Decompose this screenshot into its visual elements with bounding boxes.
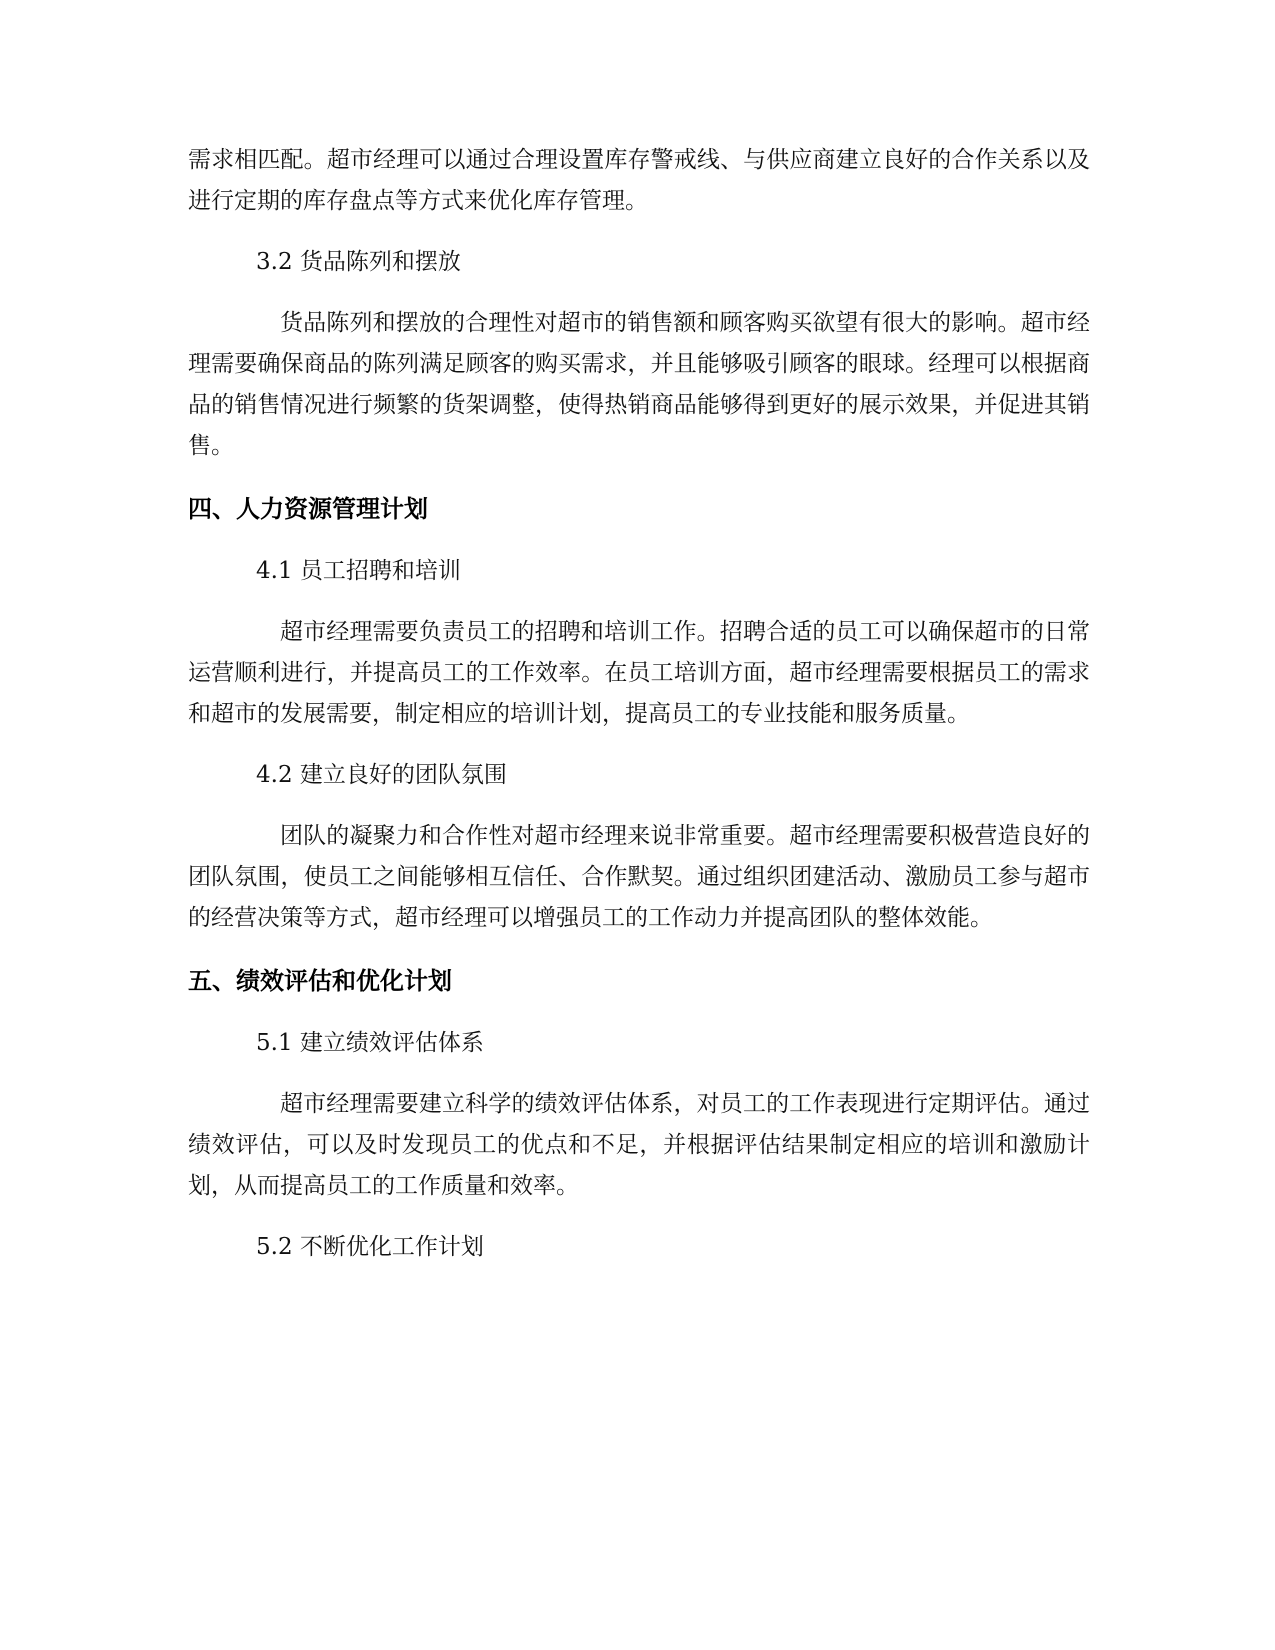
section-heading-4: 四、人力资源管理计划 — [188, 495, 428, 523]
subsection-body-5-1: 超市经理需要建立科学的绩效评估体系，对员工的工作表现进行定期评估。通过绩效评估，可以及时发现员工的优点和不足，并根据评估结果制定相应的培训和激励计划，从而提高员工的工作质量和效率。 — [188, 1091, 1090, 1199]
intro-paragraph: 需求相匹配。超市经理可以通过合理设置库存警戒线、与供应商建立良好的合作关系以及进行定期的库存盘点等方式来优化库存管理。 — [188, 147, 1090, 214]
subsection-title-4-1: 4.1 员工招聘和培训 — [256, 558, 461, 584]
subsection-title-3-2: 3.2 货品陈列和摆放 — [256, 249, 461, 275]
document-content — [188, 140, 1090, 1288]
section-heading-5: 五、绩效评估和优化计划 — [188, 967, 452, 995]
subsection-title-4-2: 4.2 建立良好的团队氛围 — [256, 762, 507, 788]
subsection-title-5-1: 5.1 建立绩效评估体系 — [256, 1030, 484, 1056]
subsection-body-4-2: 团队的凝聚力和合作性对超市经理来说非常重要。超市经理需要积极营造良好的团队氛围，使员工之间能够相互信任、合作默契。通过组织团建活动、激励员工参与超市的经营决策等方式，超市经理可以增强员工的工作动力并提高团队的整体效能。 — [188, 823, 1090, 931]
subsection-body-3-2: 货品陈列和摆放的合理性对超市的销售额和顾客购买欲望有很大的影响。超市经理需要确保商品的陈列满足顾客的购买需求，并且能够吸引顾客的眼球。经理可以根据商品的销售情况进行频繁的货架调整，使得热销商品能够得到更好的展示效果，并促进其销售。 — [188, 310, 1090, 459]
subsection-body-4-1: 超市经理需要负责员工的招聘和培训工作。招聘合适的员工可以确保超市的日常运营顺利进行，并提高员工的工作效率。在员工培训方面，超市经理需要根据员工的需求和超市的发展需要，制定相应的培训计划，提高员工的专业技能和服务质量。 — [188, 619, 1090, 727]
subsection-title-5-2: 5.2 不断优化工作计划 — [256, 1234, 484, 1260]
